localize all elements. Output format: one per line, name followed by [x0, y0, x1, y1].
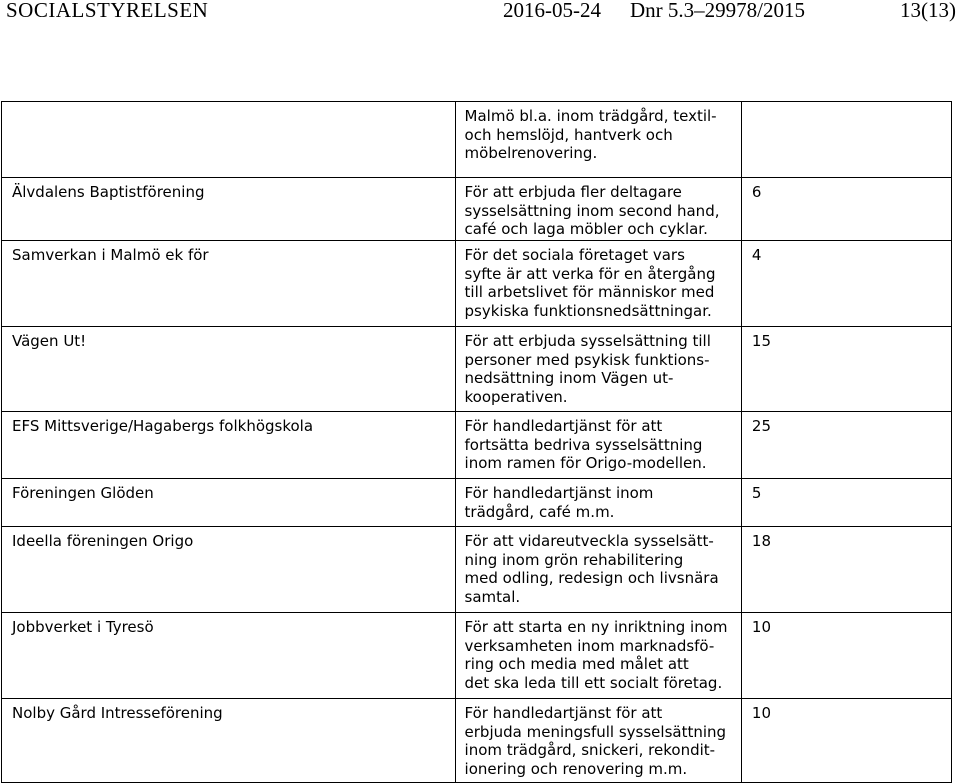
table-row: [2, 241, 952, 327]
participant-count-cell: 6: [751, 183, 762, 201]
table-row: [2, 178, 952, 241]
grants-table: [1, 101, 952, 783]
organization-name: SOCIALSTYRELSEN: [6, 0, 209, 22]
description-cell: För handledartjänst inom trädgård, café m.m.: [464, 484, 654, 521]
organization-cell: Vägen Ut!: [12, 332, 87, 350]
description-cell: Malmö bl.a. inom trädgård, textil- och hemslöjd, hantverk och möbelrenovering.: [464, 107, 717, 162]
participant-count-cell: 15: [751, 332, 771, 350]
participant-count-cell: 5: [751, 484, 762, 502]
description-cell: För att erbjuda sysselsättning till personer med psykisk funktions- nedsättning inom Vägen ut- kooperativen.: [464, 332, 711, 406]
participant-count-cell: 10: [751, 704, 771, 722]
organization-cell: Föreningen Glöden: [12, 484, 154, 502]
organization-cell: Ideella föreningen Origo: [12, 532, 194, 550]
participant-count-cell: 10: [751, 618, 771, 636]
description-cell: För att starta en ny inriktning inom verksamheten inom marknadsfö- ring och media med målet att det ska leda till ett socialt företag.: [464, 618, 728, 692]
page-header: [0, 0, 960, 26]
organization-cell: Samverkan i Malmö ek för: [12, 246, 209, 264]
table-row: [2, 613, 952, 699]
participant-count-cell: 4: [751, 246, 762, 264]
table-row: [2, 412, 952, 479]
page-number: 13(13): [900, 0, 956, 22]
table-row: [2, 527, 952, 613]
table-row: [2, 479, 952, 527]
participant-count-cell: 25: [751, 417, 771, 435]
organization-cell: Nolby Gård Intresseförening: [12, 704, 223, 722]
organization-cell: Älvdalens Baptistförening: [12, 183, 205, 201]
participant-count-cell: 18: [751, 532, 771, 550]
table-row: [2, 102, 952, 178]
organization-cell: [12, 102, 455, 107]
document-date: 2016-05-24: [503, 0, 601, 22]
description-cell: För att erbjuda fler deltagare sysselsättning inom second hand, café och laga möbler och cyklar.: [464, 183, 720, 238]
organization-cell: Jobbverket i Tyresö: [12, 618, 154, 636]
description-cell: För att vidareutveckla sysselsätt- ning inom grön rehabilitering med odling, redesign och livsnära samtal.: [464, 532, 719, 606]
participant-count-cell: [752, 102, 951, 107]
description-cell: För det sociala företaget vars syfte är att verka för en återgång till arbetslivet för människor med psykiska funktionsnedsättningar.: [464, 246, 716, 320]
organization-cell: EFS Mittsverige/Hagabergs folkhögskola: [12, 417, 314, 435]
description-cell: För handledartjänst för att fortsätta bedriva sysselsättning inom ramen för Origo-modellen.: [464, 417, 707, 472]
table-row: [2, 699, 952, 783]
table-row: [2, 327, 952, 412]
description-cell: För handledartjänst för att erbjuda meningsfull sysselsättning inom trädgård, snickeri, rekondit- ionering och renovering m.m.: [464, 704, 727, 778]
reference-number: Dnr 5.3–29978/2015: [630, 0, 805, 22]
